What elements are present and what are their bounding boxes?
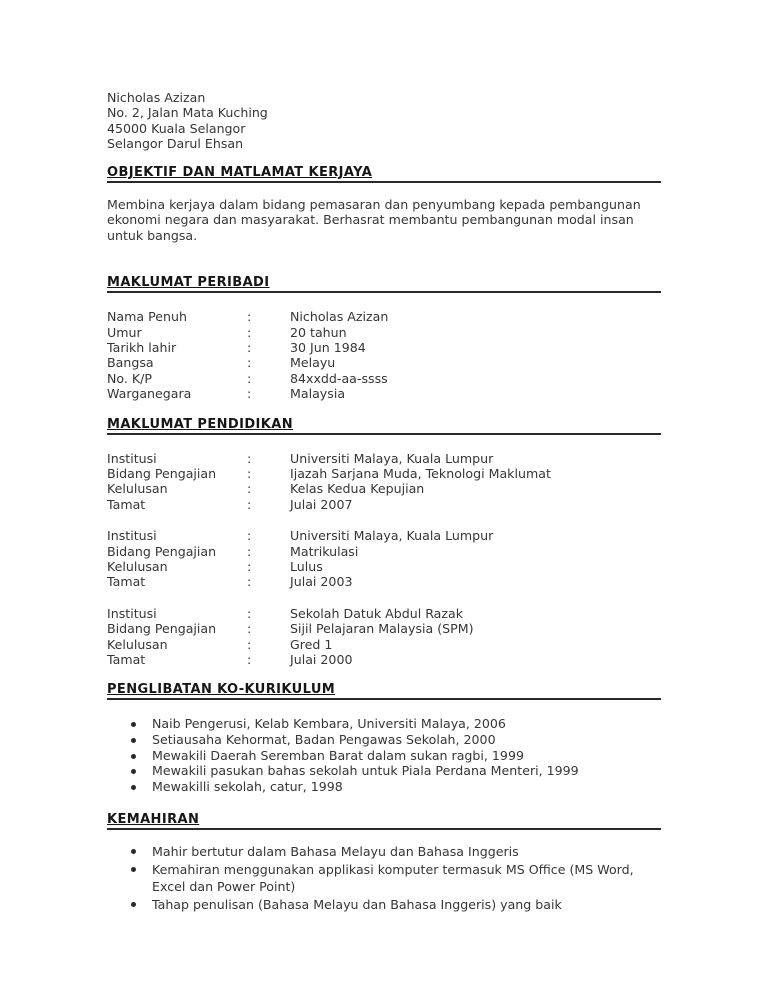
row-separator: : [247, 309, 252, 325]
bullet-icon [131, 849, 136, 854]
row-label: Tarikh lahir [107, 339, 177, 355]
contact-city: 45000 Kuala Selangor [107, 120, 246, 136]
section-heading-personal-text: MAKLUMAT PERIBADI [107, 275, 270, 291]
info-row [107, 621, 661, 636]
education-block [107, 451, 661, 513]
info-row [107, 652, 661, 667]
list-item [107, 732, 661, 748]
list-item-text: Tahap penulisan (Bahasa Melayu dan Bahasa Inggeris) yang baik [152, 896, 562, 912]
row-label: Institusi [107, 450, 157, 466]
row-label: Kelulusan [107, 636, 168, 652]
info-row [107, 574, 661, 589]
info-row [107, 637, 661, 652]
cocurricular-list [107, 716, 661, 794]
row-label: Umur [107, 324, 142, 340]
info-row [107, 528, 661, 543]
row-separator: : [247, 574, 252, 590]
info-row [107, 497, 661, 512]
row-separator: : [247, 386, 252, 402]
objective-paragraph: Membina kerjaya dalam bidang pemasaran dan penyumbang kepada pembangunan ekonomi negara dan masyarakat. Berhasrat membantu pembangunan modal insan untuk bangsa. [107, 196, 641, 243]
info-row [107, 451, 661, 466]
row-value: Ijazah Sarjana Muda, Teknologi Maklumat [290, 465, 551, 481]
row-label: Institusi [107, 528, 157, 544]
row-label: Bidang Pengajian [107, 465, 217, 481]
row-value: Sijil Pelajaran Malaysia (SPM) [290, 621, 474, 637]
row-label: Nama Penuh [107, 309, 187, 325]
contact-name: Nicholas Azizan [107, 90, 206, 105]
list-item-text: Mewakilli sekolah, catur, 1998 [152, 778, 343, 794]
row-separator: : [247, 481, 252, 497]
section-heading-education [107, 417, 661, 435]
row-value: Lulus [290, 559, 323, 574]
row-value: Gred 1 [290, 636, 333, 652]
info-row [107, 544, 661, 559]
row-separator: : [247, 543, 252, 559]
info-row [107, 466, 661, 481]
list-item-text: Mewakili Daerah Seremban Barat dalam sukan ragbi, 1999 [152, 747, 524, 763]
row-label: Warganegara [107, 386, 192, 402]
row-value: Julai 2000 [290, 652, 353, 668]
info-row [107, 371, 661, 386]
row-label: Bidang Pengajian [107, 621, 217, 637]
row-value: 30 Jun 1984 [290, 339, 366, 355]
row-label: Kelulusan [107, 481, 168, 497]
row-value: Malaysia [290, 386, 346, 402]
bullet-icon [131, 867, 136, 872]
bullet-icon [131, 902, 136, 907]
row-value: Melayu [290, 355, 336, 371]
list-item [107, 779, 661, 795]
row-separator: : [247, 636, 252, 652]
section-heading-objective [107, 165, 661, 183]
bullet-icon [131, 769, 136, 774]
row-separator: : [247, 450, 252, 466]
section-heading-cocurricular-text: PENGLIBATAN KO-KURIKULUM [107, 682, 336, 698]
row-separator: : [247, 370, 252, 386]
row-label: Institusi [107, 605, 157, 621]
row-value: Nicholas Azizan [290, 309, 389, 325]
list-item-text: Naib Pengerusi, Kelab Kembara, Universiti Malaya, 2006 [152, 716, 506, 732]
section-heading-education-text: MAKLUMAT PENDIDIKAN [107, 416, 293, 432]
row-value: Universiti Malaya, Kuala Lumpur [290, 528, 494, 544]
row-value: Julai 2003 [290, 574, 353, 590]
skills-list [107, 843, 661, 913]
contact-street: No. 2, Jalan Mata Kuching [107, 105, 268, 121]
list-item [107, 896, 661, 914]
info-row [107, 309, 661, 324]
info-row [107, 559, 661, 574]
personal-info-table [107, 309, 661, 401]
row-separator: : [247, 621, 252, 637]
row-separator: : [247, 496, 252, 512]
row-separator: : [247, 465, 252, 481]
bullet-icon [131, 738, 136, 743]
list-item [107, 843, 661, 861]
row-label: Bangsa [107, 355, 154, 371]
info-row [107, 606, 661, 621]
list-item-text: Kemahiran menggunakan applikasi komputer termasuk MS Office (MS Word, Excel dan Power Point) [152, 861, 634, 895]
row-separator: : [247, 324, 252, 340]
section-heading-skills-text: KEMAHIRAN [107, 812, 200, 828]
info-row [107, 325, 661, 340]
row-value: Kelas Kedua Kepujian [290, 481, 425, 497]
list-item [107, 763, 661, 779]
row-label: Tamat [107, 652, 146, 668]
row-label: No. K/P [107, 370, 153, 386]
list-item-text: Setiausaha Kehormat, Badan Pengawas Sekolah, 2000 [152, 732, 496, 748]
info-row [107, 355, 661, 370]
row-value: Matrikulasi [290, 543, 359, 559]
section-heading-cocurricular [107, 682, 661, 700]
section-heading-skills [107, 812, 661, 830]
row-label: Kelulusan [107, 559, 168, 574]
contact-state: Selangor Darul Ehsan [107, 136, 244, 152]
list-item-text: Mahir bertutur dalam Bahasa Melayu dan Bahasa Inggeris [152, 844, 519, 860]
row-value: 84xxdd-aa-ssss [290, 370, 388, 386]
section-heading-personal [107, 275, 661, 293]
info-row [107, 386, 661, 401]
row-separator: : [247, 528, 252, 544]
bullet-icon [131, 722, 136, 727]
row-separator: : [247, 605, 252, 621]
row-separator: : [247, 339, 252, 355]
education-block [107, 606, 661, 668]
bullet-icon [131, 754, 136, 759]
row-separator: : [247, 559, 252, 574]
row-separator: : [247, 652, 252, 668]
info-row [107, 340, 661, 355]
list-item [107, 748, 661, 764]
list-item [107, 716, 661, 732]
info-row [107, 481, 661, 496]
row-value: 20 tahun [290, 324, 347, 340]
education-block [107, 528, 661, 590]
row-label: Tamat [107, 496, 146, 512]
row-value: Sekolah Datuk Abdul Razak [290, 605, 464, 621]
row-value: Universiti Malaya, Kuala Lumpur [290, 450, 494, 466]
contact-block [107, 90, 661, 152]
section-heading-objective-text: OBJEKTIF DAN MATLAMAT KERJAYA [107, 164, 373, 180]
row-label: Tamat [107, 574, 146, 590]
row-separator: : [247, 355, 252, 371]
list-item [107, 861, 661, 896]
list-item-text: Mewakili pasukan bahas sekolah untuk Piala Perdana Menteri, 1999 [152, 763, 579, 779]
row-value: Julai 2007 [290, 496, 353, 512]
row-label: Bidang Pengajian [107, 543, 217, 559]
bullet-icon [131, 785, 136, 790]
